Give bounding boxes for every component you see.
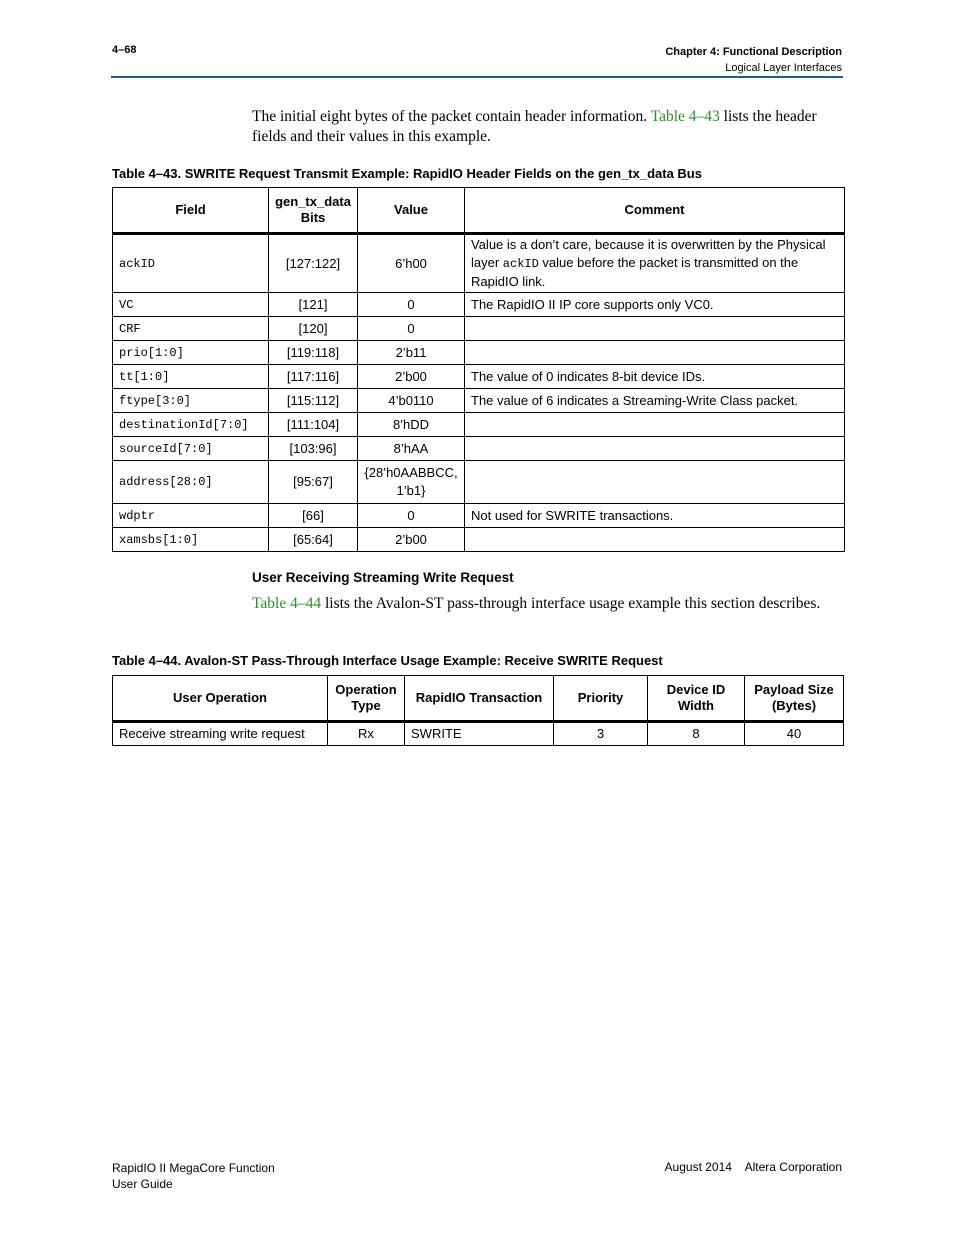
comment-cell xyxy=(465,461,845,504)
value-cell: 0 xyxy=(358,293,465,317)
field-cell: address[28:0] xyxy=(113,461,269,504)
field-cell: sourceId[7:0] xyxy=(113,437,269,461)
comment-cell: The RapidIO II IP core supports only VC0. xyxy=(465,293,845,317)
table2-caption: Table 4–44. Avalon-ST Pass-Through Interface Usage Example: Receive SWRITE Request xyxy=(112,653,663,668)
comment-cell: The value of 0 indicates 8-bit device IDs. xyxy=(465,365,845,389)
table1-header-comment: Comment xyxy=(465,188,845,234)
comment-cell xyxy=(465,341,845,365)
bits-cell: [119:118] xyxy=(269,341,358,365)
value-cell: 8’hDD xyxy=(358,413,465,437)
value-cell: 2’b00 xyxy=(358,365,465,389)
field-cell: xamsbs[1:0] xyxy=(113,528,269,552)
value-cell: 8’hAA xyxy=(358,437,465,461)
table1-header-fields xyxy=(112,187,845,552)
table-row xyxy=(113,293,845,317)
intro-paragraph xyxy=(252,107,837,147)
value-cell: 0 xyxy=(358,504,465,528)
ackid-comment-after: value before the packet is transmitted on the RapidIO link. xyxy=(471,255,799,289)
field-cell: ackID xyxy=(113,234,269,293)
table1-header-field: Field xyxy=(113,188,269,234)
table2-intro-paragraph xyxy=(252,594,837,614)
payload-size-cell: 40 xyxy=(745,722,844,746)
table-4-44-link[interactable]: Table 4–44 xyxy=(252,595,322,612)
field-cell: ftype[3:0] xyxy=(113,389,269,413)
footer-product: RapidIO II MegaCore Function xyxy=(112,1161,275,1175)
section-title: Logical Layer Interfaces xyxy=(725,62,842,74)
operation-type-cell: Rx xyxy=(328,722,405,746)
comment-cell xyxy=(465,413,845,437)
value-cell: 0 xyxy=(358,317,465,341)
comment-cell xyxy=(465,528,845,552)
field-cell: VC xyxy=(113,293,269,317)
section-subheading: User Receiving Streaming Write Request xyxy=(252,570,514,585)
device-id-width-cell: 8 xyxy=(648,722,745,746)
table-row xyxy=(113,461,845,504)
value-cell: 4’b0110 xyxy=(358,389,465,413)
table2-usage-example xyxy=(112,675,844,746)
table2-header-payload-size: Payload Size (Bytes) xyxy=(745,676,844,722)
bits-cell: [66] xyxy=(269,504,358,528)
value-cell: 6’h00 xyxy=(358,234,465,293)
table1-caption: Table 4–43. SWRITE Request Transmit Example: RapidIO Header Fields on the gen_tx_data Bus xyxy=(112,166,702,181)
value-cell: {28’h0AABBCC, 1’b1} xyxy=(358,461,465,504)
table-row xyxy=(113,317,845,341)
table-row xyxy=(113,528,845,552)
user-operation-cell: Receive streaming write request xyxy=(113,722,328,746)
field-cell: wdptr xyxy=(113,504,269,528)
bits-cell: [95:67] xyxy=(269,461,358,504)
page-number: 4–68 xyxy=(112,44,137,56)
comment-cell xyxy=(465,234,845,293)
table-row xyxy=(113,389,845,413)
field-cell: tt[1:0] xyxy=(113,365,269,389)
rapidio-transaction-cell: SWRITE xyxy=(405,722,554,746)
comment-cell xyxy=(465,317,845,341)
priority-cell: 3 xyxy=(554,722,648,746)
comment-cell: Not used for SWRITE transactions. xyxy=(465,504,845,528)
bits-cell: [65:64] xyxy=(269,528,358,552)
value-cell: 2’b00 xyxy=(358,528,465,552)
table2-header-user-operation: User Operation xyxy=(113,676,328,722)
field-cell: destinationId[7:0] xyxy=(113,413,269,437)
table-row xyxy=(113,234,845,293)
bits-cell: [115:112] xyxy=(269,389,358,413)
field-cell: CRF xyxy=(113,317,269,341)
intro-text-before: The initial eight bytes of the packet contain header information. xyxy=(252,108,651,125)
table2-header-priority: Priority xyxy=(554,676,648,722)
bits-cell: [127:122] xyxy=(269,234,358,293)
table2-header-rapidio-transaction: RapidIO Transaction xyxy=(405,676,554,722)
footer-doc: User Guide xyxy=(112,1177,173,1191)
table-4-43-link[interactable]: Table 4–43 xyxy=(650,108,720,125)
table2-header-device-id-width: Device ID Width xyxy=(648,676,745,722)
bits-cell: [121] xyxy=(269,293,358,317)
running-header xyxy=(665,44,842,76)
table-row xyxy=(113,437,845,461)
comment-cell xyxy=(465,437,845,461)
table-row xyxy=(113,365,845,389)
footer-date-company: August 2014 Altera Corporation xyxy=(664,1160,842,1174)
ackid-comment-code: ackID xyxy=(502,257,539,271)
value-cell: 2’b11 xyxy=(358,341,465,365)
table-row xyxy=(113,722,844,746)
table-row xyxy=(113,413,845,437)
header-rule xyxy=(111,76,843,78)
ackid-comment-before: Value is a don’t care, because it is overwritten by the Physical layer xyxy=(471,237,826,270)
table2-header-operation-type: Operation Type xyxy=(328,676,405,722)
bits-cell: [111:104] xyxy=(269,413,358,437)
table1-header-value: Value xyxy=(358,188,465,234)
comment-cell: The value of 6 indicates a Streaming-Write Class packet. xyxy=(465,389,845,413)
table1-header-bits: gen_tx_data Bits xyxy=(269,188,358,234)
footer-left xyxy=(112,1160,275,1192)
bits-cell: [103:96] xyxy=(269,437,358,461)
field-cell: prio[1:0] xyxy=(113,341,269,365)
chapter-title: Chapter 4: Functional Description xyxy=(665,46,842,58)
table-row xyxy=(113,504,845,528)
intro-text-after: lists the header fields and their values in this example. xyxy=(252,108,817,145)
bits-cell: [117:116] xyxy=(269,365,358,389)
bits-cell: [120] xyxy=(269,317,358,341)
table-row xyxy=(113,341,845,365)
para2-text-after: lists the Avalon-ST pass-through interface usage example this section describes. xyxy=(321,595,821,612)
